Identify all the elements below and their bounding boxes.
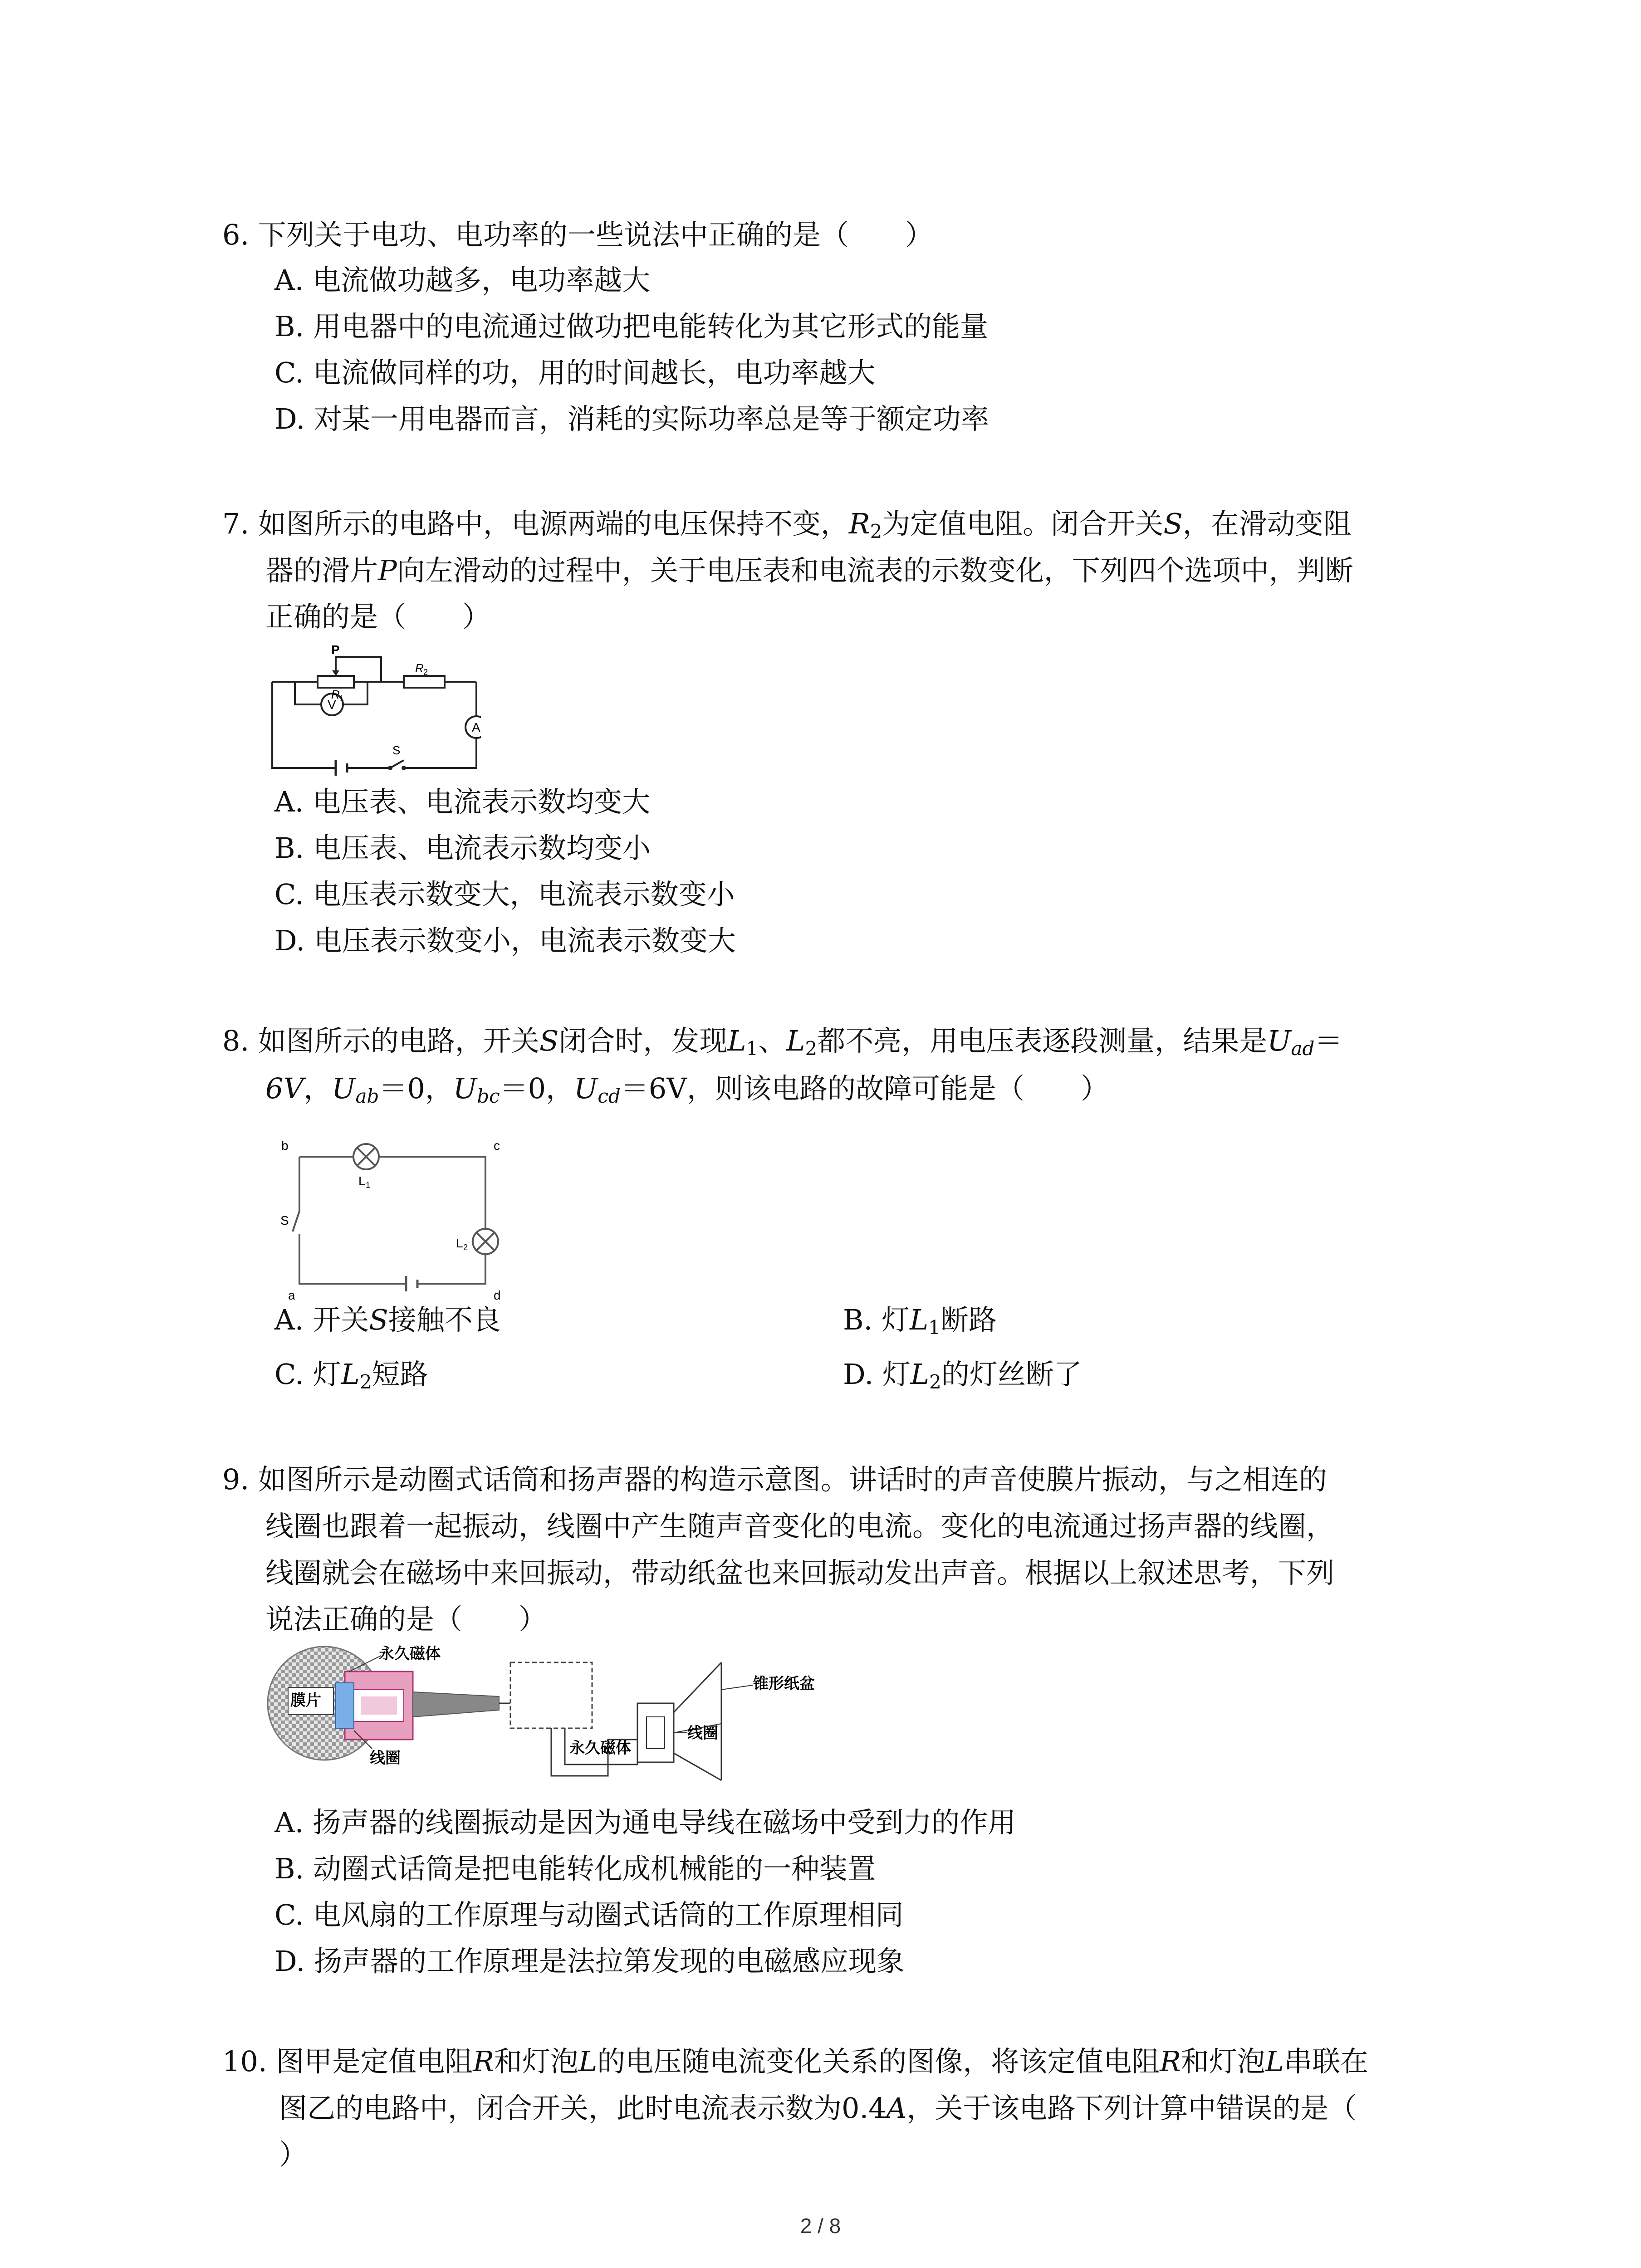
q8-option-c: C. 灯$L_2$短路 [274, 1358, 428, 1393]
svg-text:2: 2 [463, 1243, 468, 1252]
q9-stem-line3: 线圈就会在磁场中来回振动，带动纸盆也来回振动发出声音。根据以上叙述思考，下列 [265, 1556, 1335, 1589]
svg-text:膜片: 膜片 [290, 1692, 321, 1709]
q7-stem-line1: 7. 如图所示的电路中，电源两端的电压保持不变，$R_2$为定值电阻。闭合开关S，在滑动变阻 [222, 507, 1352, 543]
svg-text:线圈: 线圈 [370, 1750, 401, 1767]
q8-stem-line1: 8. 如图所示的电路，开关S闭合时，发现$L_1$、$L_2$都不亮，用电压表逐段测量，结果是$U_{ad}=$ [222, 1024, 1343, 1060]
lamp-l2-icon [473, 1229, 498, 1254]
q9-microphone-speaker-figure [263, 1644, 826, 1794]
q7-option-c: C. 电压表示数变大，电流表示数变小 [274, 878, 735, 911]
svg-text:锥形纸盆: 锥形纸盆 [753, 1675, 815, 1692]
q6-stem: 6. 下列关于电功、电功率的一些说法中正确的是（ ） [222, 218, 933, 251]
svg-text:b: b [281, 1139, 289, 1153]
svg-text:2: 2 [423, 668, 428, 677]
q8-option-b: B. 灯$L_1$断路 [843, 1303, 997, 1339]
svg-text:R: R [415, 661, 424, 675]
svg-text:永久磁体: 永久磁体 [379, 1645, 441, 1662]
q9-stem-line1: 9. 如图所示是动圈式话筒和扬声器的构造示意图。讲话时的声音使膜片振动，与之相连的 [222, 1463, 1327, 1496]
q7-option-a: A. 电压表、电流表示数均变大 [274, 785, 651, 818]
r1-resistor [318, 676, 354, 688]
q10-stem-line3: ） [279, 2138, 308, 2171]
q8-stem-line2: 6V，$U_{ab}=0$，$U_{bc}=0$，$U_{cd}=6V$，则该电路的故障可能是（ ） [265, 1072, 1109, 1107]
q10-stem-line1: 10. 图甲是定值电阻R和灯泡L的电压随电流变化关系的图像，将该定值电阻R和灯泡L串联在 [222, 2045, 1369, 2078]
svg-text:线圈: 线圈 [687, 1725, 718, 1742]
svg-text:c: c [494, 1139, 500, 1153]
svg-text:V: V [328, 698, 336, 712]
svg-text:S: S [392, 743, 401, 757]
page-number: 2 / 8 [800, 2214, 841, 2238]
svg-text:1: 1 [339, 694, 344, 703]
svg-text:d: d [494, 1288, 501, 1300]
svg-text:A: A [472, 720, 480, 734]
svg-text:P: P [331, 643, 340, 657]
q7-stem-line2: 器的滑片P向左滑动的过程中，关于电压表和电流表的示数变化，下列四个选项中，判断 [265, 554, 1353, 587]
svg-text:1: 1 [366, 1181, 371, 1190]
svg-text:永久磁体: 永久磁体 [569, 1740, 631, 1757]
lamp-l1-icon [353, 1144, 379, 1169]
q6-option-c: C. 电流做同样的功，用的时间越长，电功率越大 [274, 356, 876, 389]
svg-text:S: S [280, 1213, 289, 1227]
q8-circuit-figure [272, 1136, 526, 1300]
q7-stem-line3: 正确的是（ ） [265, 600, 491, 633]
q9-option-b: B. 动圈式话筒是把电能转化成机械能的一种装置 [274, 1852, 876, 1885]
q9-stem-line4: 说法正确的是（ ） [265, 1603, 547, 1636]
q6-option-d: D. 对某一用电器而言，消耗的实际功率总是等于额定功率 [274, 402, 989, 435]
q7-option-d: D. 电压表示数变小，电流表示数变大 [274, 924, 736, 957]
svg-text:a: a [288, 1288, 295, 1300]
svg-text:L: L [358, 1174, 366, 1188]
q6-option-a: A. 电流做功越多，电功率越大 [274, 264, 651, 297]
q9-option-d: D. 扬声器的工作原理是法拉第发现的电磁感应现象 [274, 1945, 905, 1978]
q8-option-d: D. 灯$L_2$的灯丝断了 [843, 1358, 1082, 1393]
q10-stem-line2: 图乙的电路中，闭合开关，此时电流表示数为0.4A，关于该电路下列计算中错误的是（ [279, 2092, 1357, 2125]
q6-option-b: B. 用电器中的电流通过做功把电能转化为其它形式的能量 [274, 310, 988, 343]
svg-text:L: L [456, 1236, 463, 1250]
r2-resistor [404, 676, 445, 688]
q7-circuit-figure [268, 643, 481, 779]
q9-option-c: C. 电风扇的工作原理与动圈式话筒的工作原理相同 [274, 1898, 904, 1931]
q9-option-a: A. 扬声器的线圈振动是因为通电导线在磁场中受到力的作用 [274, 1806, 1016, 1839]
q9-stem-line2: 线圈也跟着一起振动，线圈中产生随声音变化的电流。变化的电流通过扬声器的线圈， [265, 1510, 1335, 1543]
svg-text:R: R [331, 688, 340, 701]
q7-option-b: B. 电压表、电流表示数均变小 [274, 831, 651, 865]
q8-option-a: A. 开关S接触不良 [274, 1303, 501, 1336]
